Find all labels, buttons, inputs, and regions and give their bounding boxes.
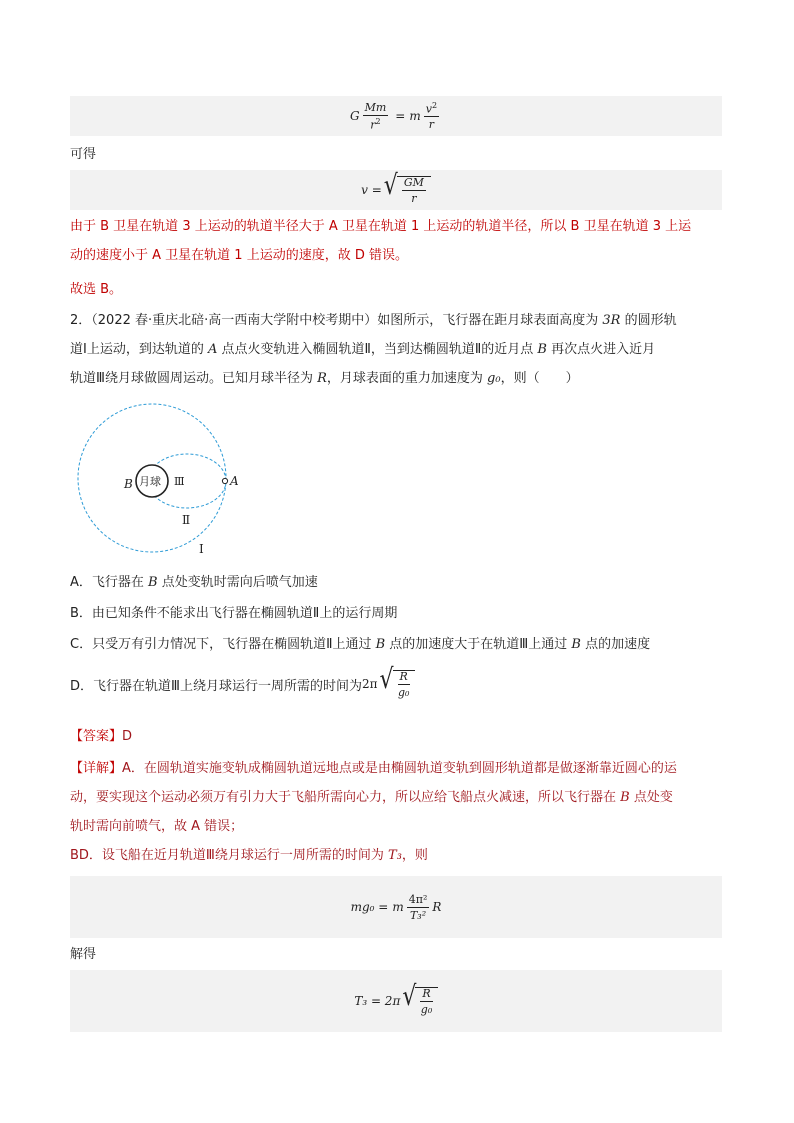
sqrt-GM-r: √ $\frac{GM}{r}$ [384, 176, 431, 204]
sqrt-R-g0-result: √ $\frac{R}{\text{g₀}}$ [402, 987, 437, 1015]
point-A [222, 478, 227, 483]
sqrt-R-g0: √ $\frac{R}{\text{g₀}}$ [380, 670, 415, 698]
label-III: Ⅲ [174, 475, 185, 488]
option-c: C．只受万有引力情况下，飞行器在椭圆轨道Ⅱ上通过 B 点的加速度大于在轨道Ⅲ上通过 B 点的加速度 [70, 637, 651, 652]
fraction-v2-r: $\frac{v^2}{r}$ [425, 100, 438, 132]
answer-line: 【答案】D [70, 729, 133, 744]
formula-period-result: T₃ = 2π √ $\frac{R}{\text{g₀}}$ [70, 970, 722, 1032]
fraction-Mm-r2: $\frac{Mm}{r^2}$ [364, 100, 387, 132]
option-b: B．由已知条件不能求出飞行器在椭圆轨道Ⅱ上的运行周期 [70, 606, 398, 621]
option-a: A．飞行器在 B 点处变轨时需向后喷气加速 [70, 575, 318, 590]
formula-period-equation: mg₀ = m $\frac{\text{4π²}}{\text{T₃²}}$ R [70, 876, 722, 938]
label-moon: 月球 [139, 475, 161, 488]
label-A: A [230, 474, 239, 488]
text-jiede: 解得 [70, 947, 97, 962]
option-d: D．飞行器在轨道Ⅲ上绕月球运行一周所需的时间为 2π √ $\frac{R}{\text{g₀}}$ [70, 670, 415, 698]
orbit-diagram [76, 402, 256, 562]
label-I: Ⅰ [199, 542, 204, 556]
text-select-b: 故选 B。 [70, 282, 123, 297]
label-II: Ⅱ [182, 513, 191, 527]
paragraph-conclusion-d: 由于 B 卫星在轨道 3 上运动的轨道半径大于 A 卫星在轨道 1 上运动的轨道半径，所以 B 卫星在轨道 3 上运 动的速度小于 A 卫星在轨道 1 上运动的速度，故 D 错误。 [70, 219, 692, 263]
question-2-stem: 2．（2022 春·重庆北碚·高一西南大学附中校考期中）如图所示，飞行器在距月球表面高度为 3R 的圆形轨 道Ⅰ上运动，到达轨道的 A 点点火变轨进入椭圆轨道Ⅱ，当到达椭圆轨道Ⅱ的近月点 B 再次点火进入近月 轨道Ⅲ绕月球做圆周运动。已知月球半径为 R，月球表面的重力加速度为 g₀，则（ ） [70, 313, 677, 386]
detail-paragraph: 【详解】A．在圆轨道实施变轨成椭圆轨道远地点或是由椭圆轨道变轨到圆形轨道都是做逐渐靠近圆心的运 动，要实现这个运动必须万有引力大于飞船所需向心力，所以应给飞船点火减速，所以飞行器在 B 点处变 轨时需向前喷气，故 A 错误； BD．设飞船在近月轨道Ⅲ绕月球运行一周所需的时间为 T₃，则 [70, 761, 677, 863]
text-kede: 可得 [70, 147, 97, 162]
formula-velocity: v = √ $\frac{GM}{r}$ [70, 170, 722, 210]
formula-gravity-centripetal: G $\frac{Mm}{r^2}$ = m $\frac{v^2}{r}$ [70, 96, 722, 136]
symbol-G: G [349, 109, 360, 123]
label-B: B [124, 477, 133, 491]
